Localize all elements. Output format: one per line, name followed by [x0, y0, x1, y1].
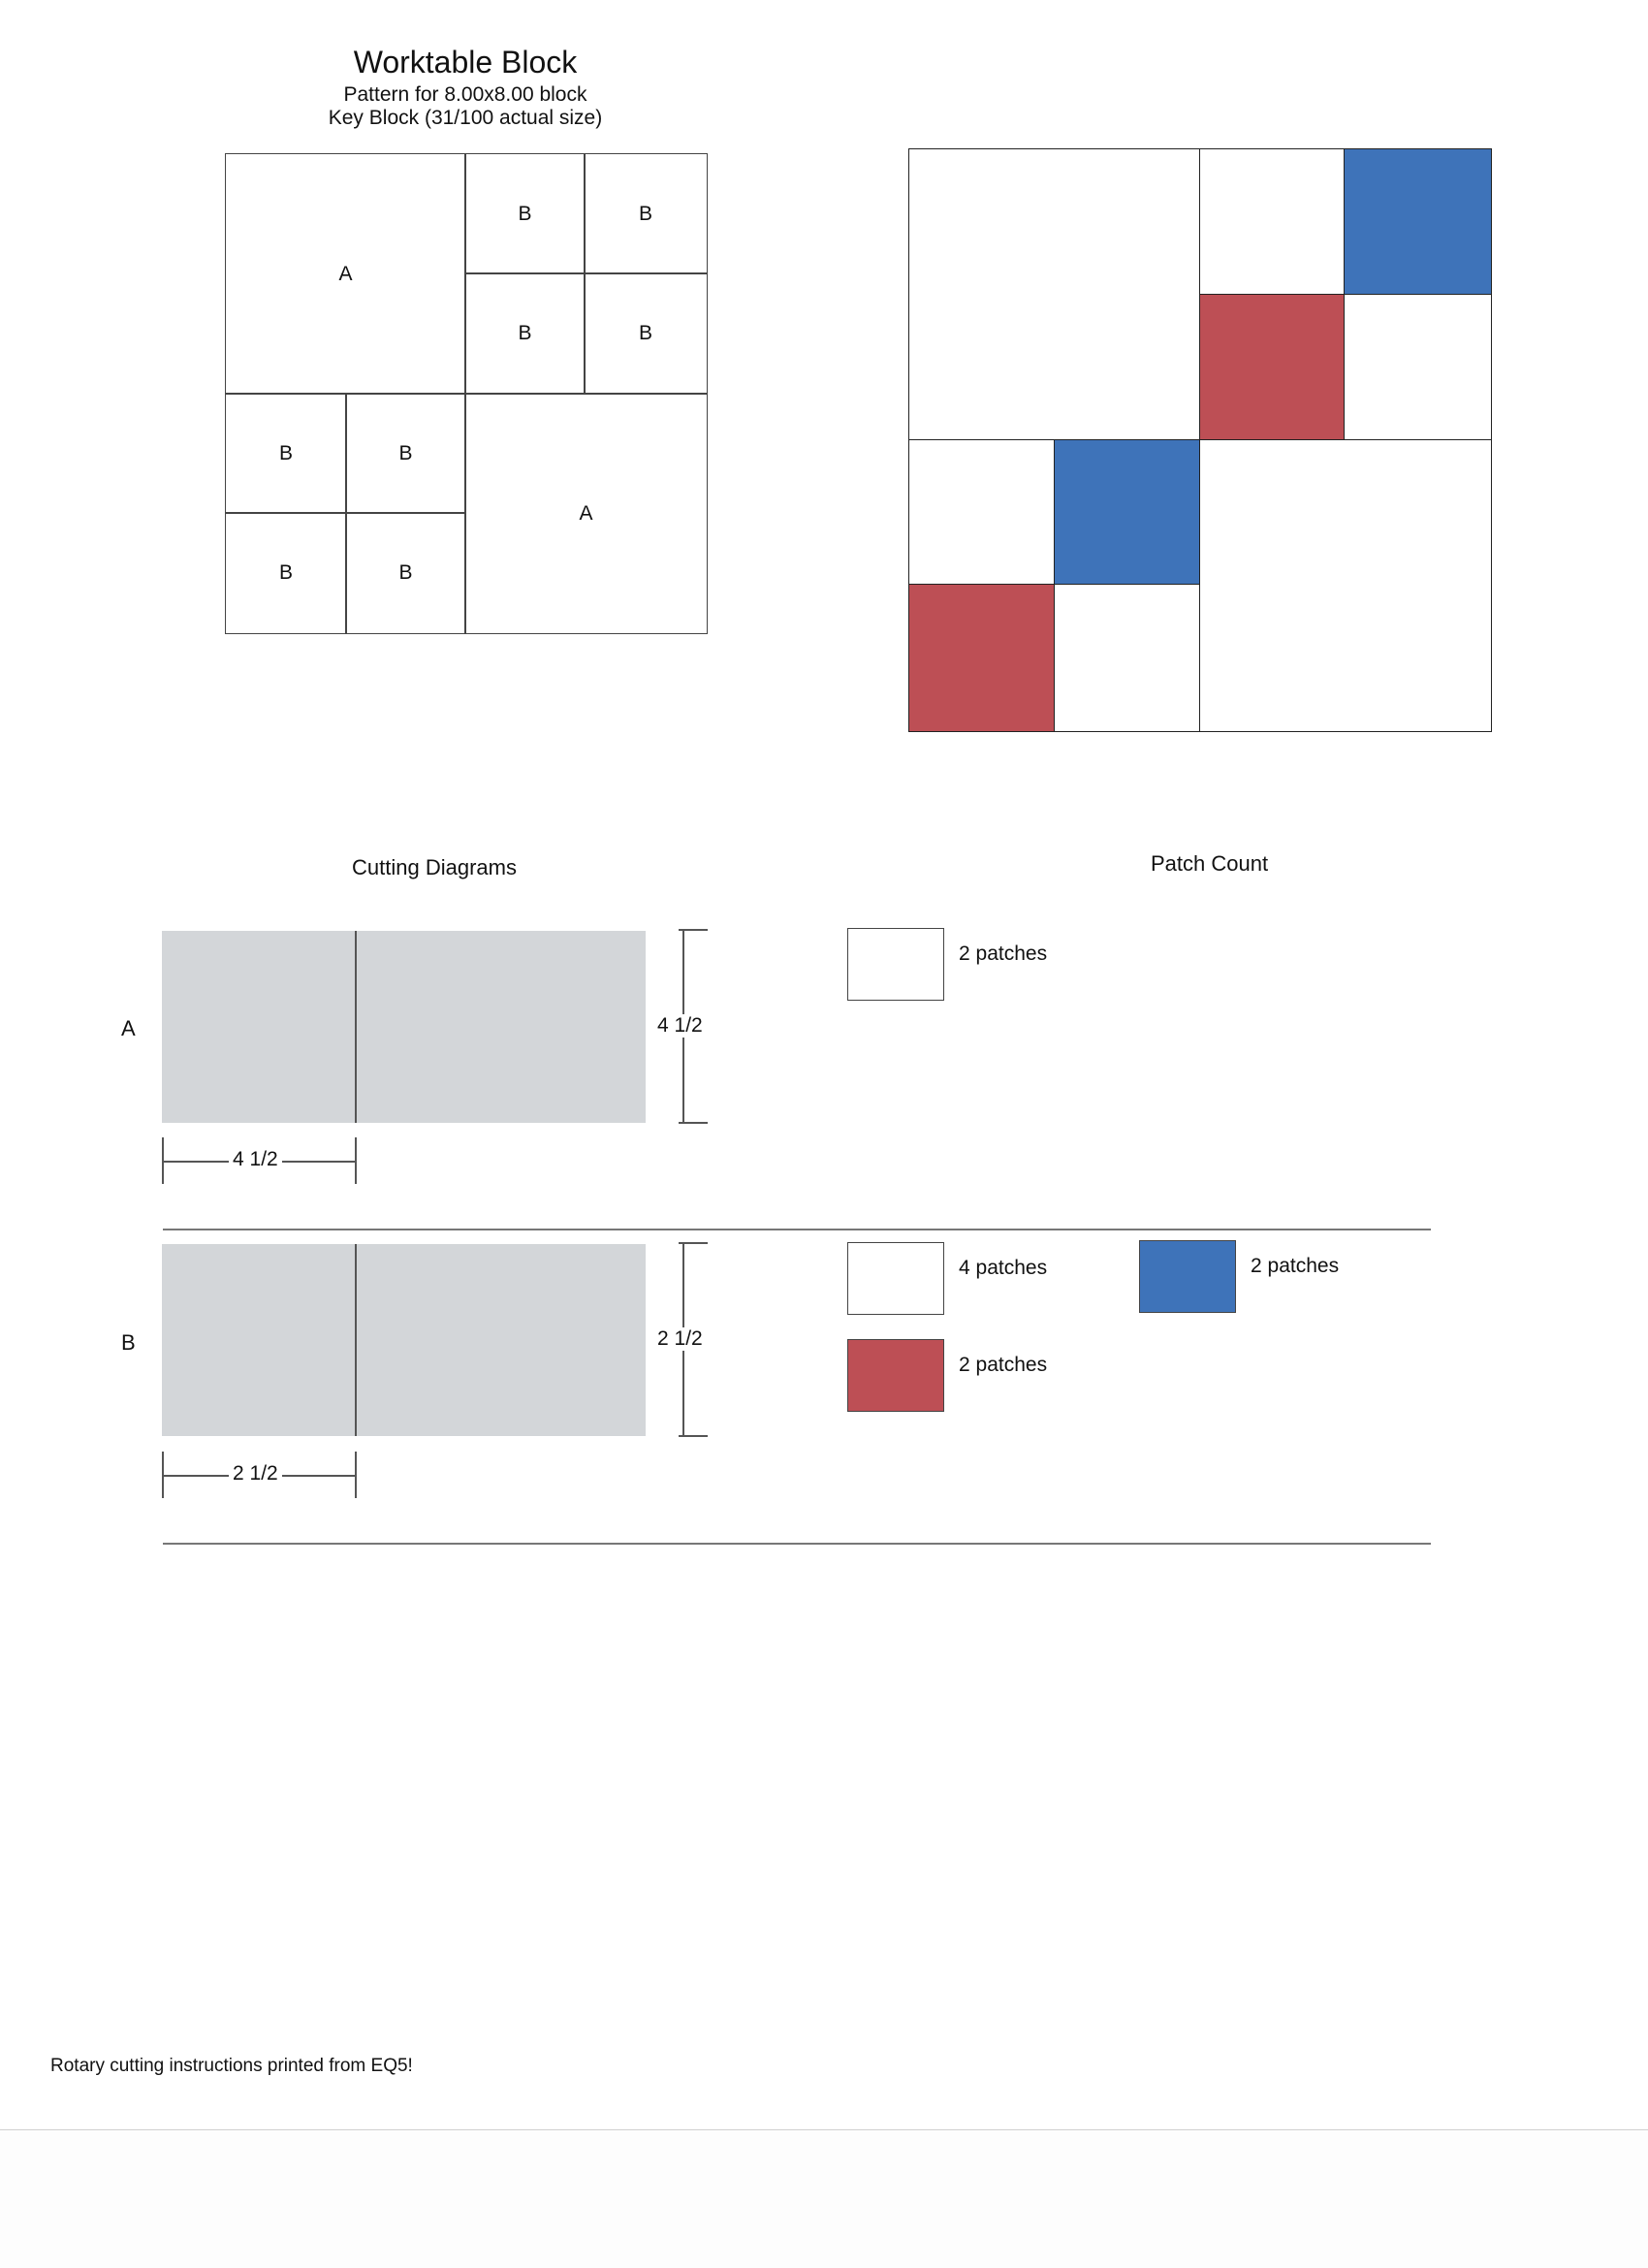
height-dimension-label: 4 1/2 [653, 1014, 707, 1038]
footer-note: Rotary cutting instructions printed from EQ5! [50, 2056, 413, 2076]
key-patch-b: B [584, 153, 708, 274]
section-divider [163, 1543, 1431, 1545]
cut-line [355, 931, 357, 1123]
fabric-strip-b [162, 1244, 646, 1436]
scan-edge [0, 2129, 1648, 2268]
dimension-tick [679, 1435, 708, 1437]
height-dimension-label: 2 1/2 [653, 1327, 707, 1351]
patch-count-label: 2 patches [959, 1354, 1048, 1376]
white-swatch [847, 928, 944, 1001]
key-patch-b: B [464, 153, 586, 274]
key-block-diagram [225, 153, 708, 634]
key-patch-b: B [345, 393, 466, 514]
key-block-caption: Key Block (31/100 actual size) [328, 107, 603, 129]
cut-line [355, 1244, 357, 1436]
key-patch-a: A [464, 393, 708, 634]
section-divider [163, 1229, 1431, 1230]
red-patch [1199, 294, 1346, 441]
cutting-a-letter: A [121, 1016, 136, 1040]
dimension-tick [355, 1452, 357, 1498]
blue-swatch [1139, 1240, 1236, 1313]
dimension-tick [162, 1137, 164, 1184]
quilt-block-preview [908, 148, 1492, 732]
cutting-b-letter: B [121, 1330, 136, 1355]
dimension-tick [162, 1452, 164, 1498]
key-patch-b: B [584, 272, 708, 395]
small-white-patch [1199, 148, 1346, 296]
white-swatch [847, 1242, 944, 1315]
patch-count-label: 2 patches [959, 942, 1048, 965]
page-title: Worktable Block [353, 45, 578, 80]
key-patch-b: B [225, 393, 347, 514]
fabric-strip-a [162, 931, 646, 1123]
key-patch-b: B [464, 272, 586, 395]
patch-count-label: 4 patches [959, 1257, 1048, 1279]
patch-count-label: 2 patches [1251, 1255, 1340, 1277]
key-patch-b: B [345, 512, 466, 634]
small-white-patch [908, 439, 1056, 586]
cutting-diagrams-heading: Cutting Diagrams [352, 855, 517, 879]
red-swatch [847, 1339, 944, 1412]
key-patch-a: A [225, 153, 466, 395]
pattern-size-text: Pattern for 8.00x8.00 block [343, 83, 587, 106]
key-patch-b: B [225, 512, 347, 634]
width-dimension-label: 2 1/2 [229, 1462, 282, 1485]
blue-patch [1054, 439, 1201, 586]
patch-count-heading: Patch Count [1151, 851, 1269, 876]
small-white-patch [1344, 294, 1492, 441]
blue-patch [1344, 148, 1492, 296]
large-white-patch [1199, 439, 1492, 732]
red-patch [908, 584, 1056, 732]
small-white-patch [1054, 584, 1201, 732]
dimension-tick [679, 929, 708, 931]
width-dimension-label: 4 1/2 [229, 1148, 282, 1171]
dimension-tick [679, 1122, 708, 1124]
large-white-patch [908, 148, 1201, 441]
dimension-tick [679, 1242, 708, 1244]
dimension-tick [355, 1137, 357, 1184]
